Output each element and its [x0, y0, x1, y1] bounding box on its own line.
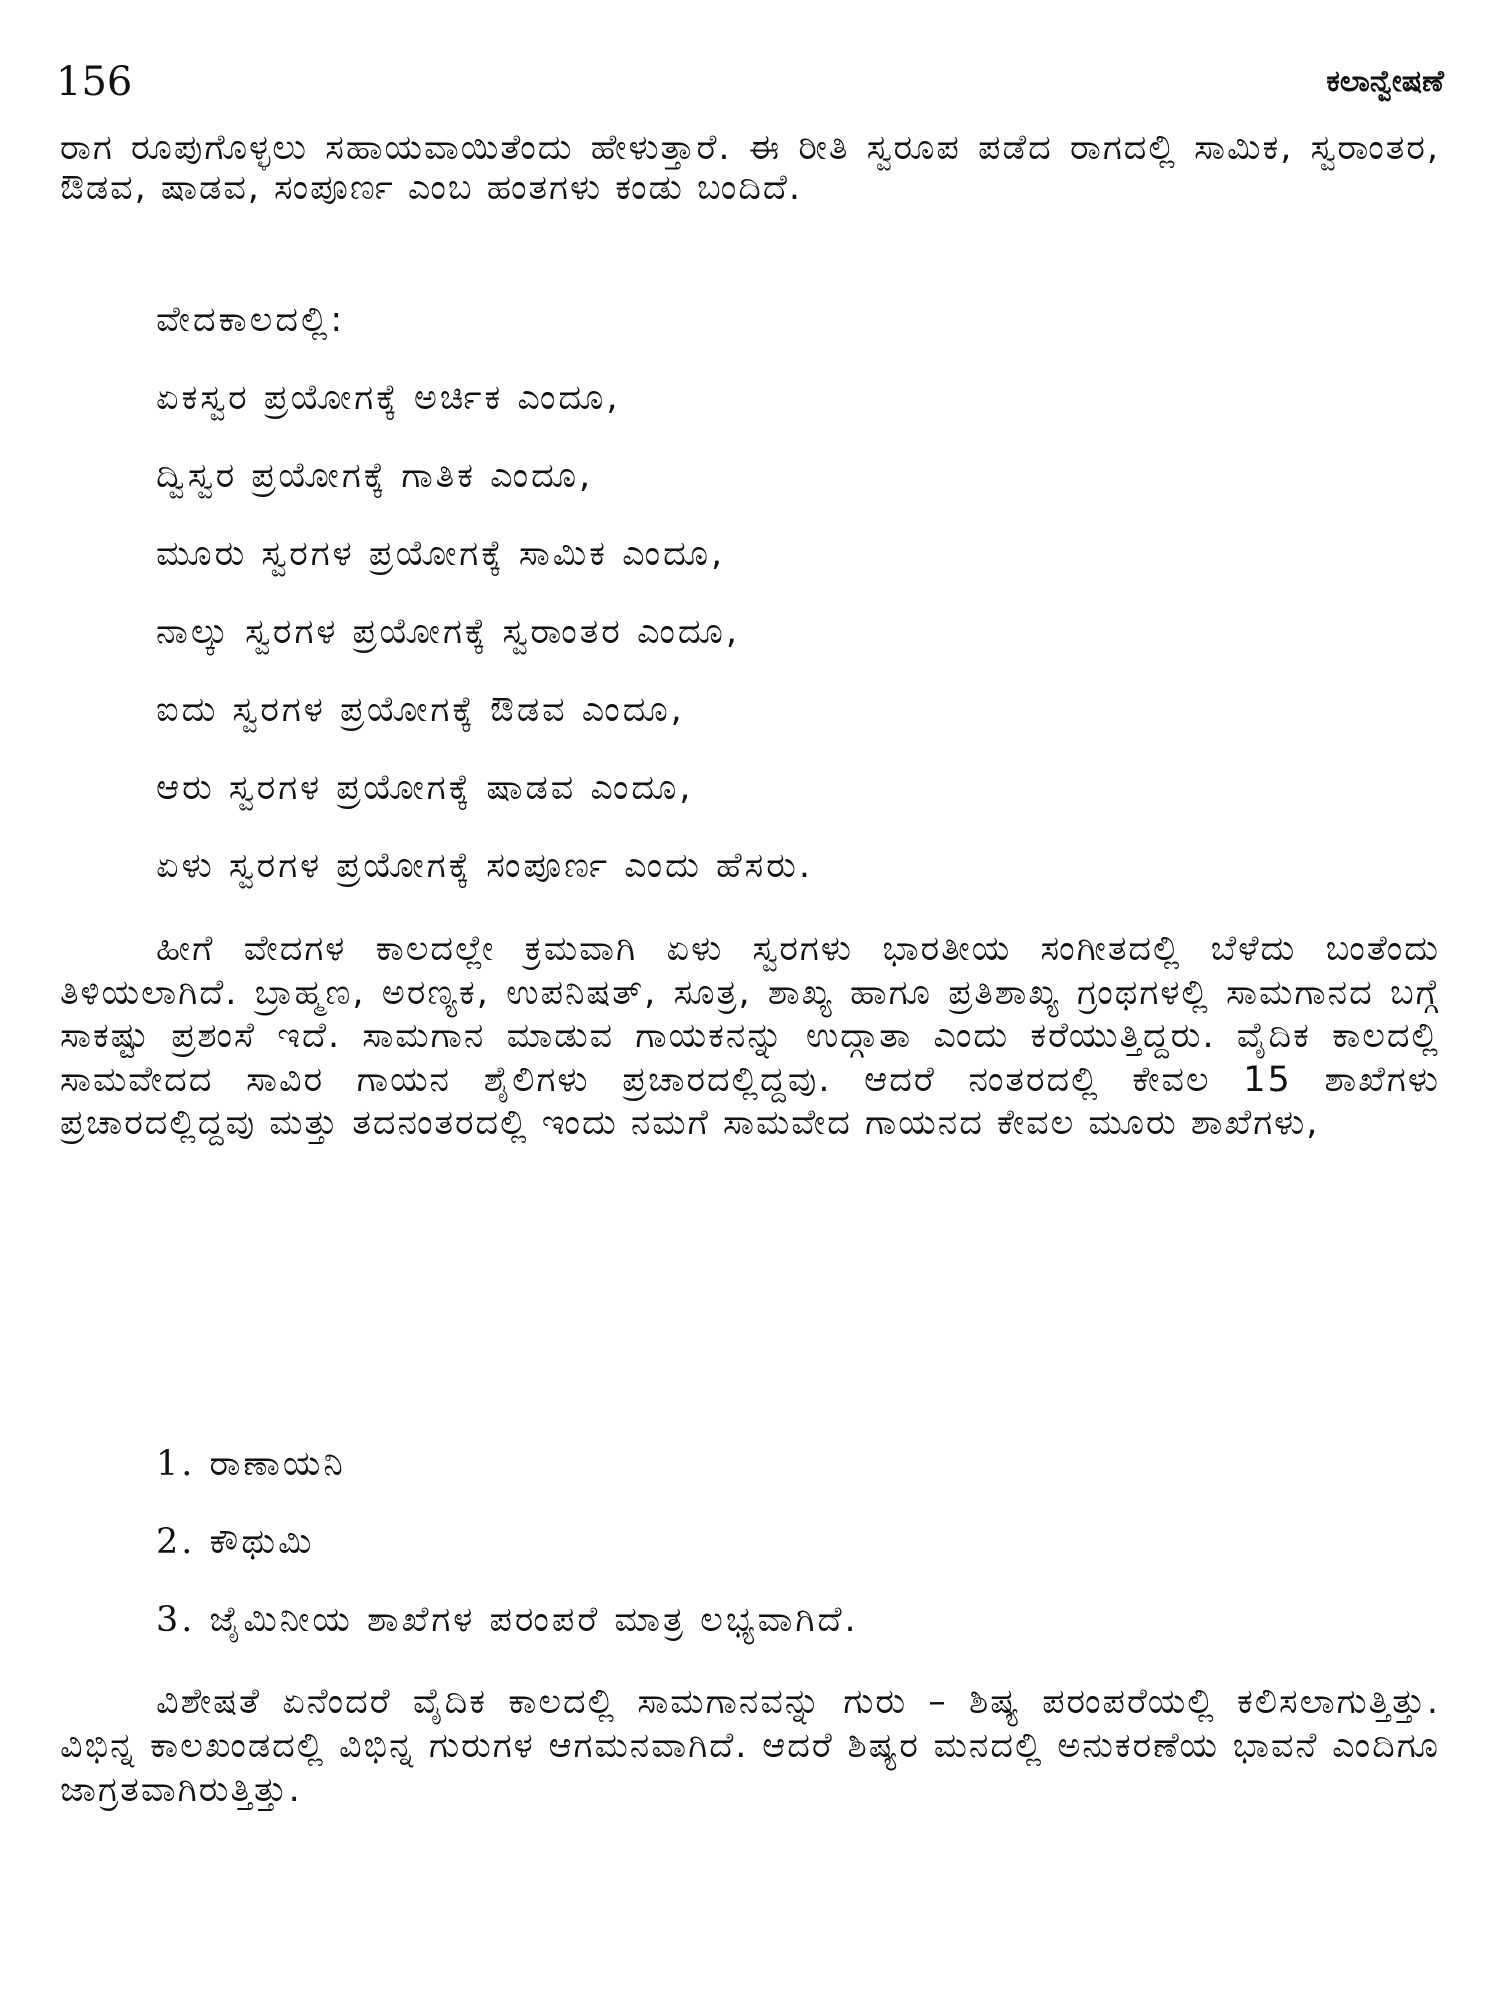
page-number: 156: [56, 59, 133, 105]
vedic-line-3: ಮೂರು ಸ್ವರಗಳ ಪ್ರಯೋಗಕ್ಕೆ ಸಾಮಿಕ ಎಂದೂ,: [156, 534, 726, 574]
running-title: ಕಲಾನ್ವೇಷಣೆ: [1326, 64, 1444, 99]
branch-text: ಕೌಥುಮಿ: [209, 1522, 315, 1562]
branch-text: ಜೈಮಿನೀಯ ಶಾಖೆಗಳ ಪರಂಪರೆ ಮಾತ್ರ ಲಭ್ಯವಾಗಿದೆ.: [209, 1600, 859, 1640]
paragraph-1: ರಾಗ ರೂಪುಗೊಳ್ಳಲು ಸಹಾಯವಾಯಿತೆಂದು ಹೇಳುತ್ತಾರೆ. ಈ ರೀತಿ ಸ್ವರೂಪ ಪಡೆದ ರಾಗದಲ್ಲಿ ಸಾಮಿಕ, ಸ್ವರಾಂತರ, ಔಡವ, ಷಾಡವ, ಸಂಪೂರ್ಣ ಎಂಬ ಹಂತಗಳು ಕಂಡು ಬಂದಿದೆ.: [60, 128, 1440, 208]
branch-item-1: [156, 1444, 1436, 1484]
page-header: [56, 52, 1444, 112]
vedic-line-6: ಆರು ಸ್ವರಗಳ ಪ್ರಯೋಗಕ್ಕೆ ಷಾಡವ ಎಂದೂ,: [156, 768, 694, 808]
vedic-heading: ವೇದಕಾಲದಲ್ಲಿ:: [156, 300, 346, 340]
vedic-line-2: ದ್ವಿಸ್ವರ ಪ್ರಯೋಗಕ್ಕೆ ಗಾತಿಕ ಎಂದೂ,: [156, 456, 594, 496]
paragraph-3: ವಿಶೇಷತೆ ಏನೆಂದರೆ ವೈದಿಕ ಕಾಲದಲ್ಲಿ ಸಾಮಗಾನವನ್ನು ಗುರು – ಶಿಷ್ಯ ಪರಂಪರೆಯಲ್ಲಿ ಕಲಿಸಲಾಗುತ್ತಿತ್ತು. ವಿಭಿನ್ನ ಕಾಲಖಂಡದಲ್ಲಿ ವಿಭಿನ್ನ ಗುರುಗಳ ಆಗಮನವಾಗಿದೆ. ಆದರೆ ಶಿಷ್ಯರ ಮನದಲ್ಲಿ ಅನುಕರಣೆಯ ಭಾವನೆ ಎಂದಿಗೂ ಜಾಗ್ರತವಾಗಿರುತ್ತಿತ್ತು.: [60, 1682, 1440, 1810]
vedic-line-4: ನಾಲ್ಕು ಸ್ವರಗಳ ಪ್ರಯೋಗಕ್ಕೆ ಸ್ವರಾಂತರ ಎಂದೂ,: [156, 612, 740, 652]
vedic-line-7: ಏಳು ಸ್ವರಗಳ ಪ್ರಯೋಗಕ್ಕೆ ಸಂಪೂರ್ಣ ಎಂದು ಹೆಸರು.: [156, 846, 813, 886]
branch-item-2: [156, 1522, 1436, 1562]
vedic-line-1: ಏಕಸ್ವರ ಪ್ರಯೋಗಕ್ಕೆ ಅರ್ಚಿಕ ಎಂದೂ,: [156, 378, 621, 418]
branch-number: 2.: [156, 1522, 196, 1562]
branch-number: 3.: [156, 1600, 196, 1640]
vedic-line-5: ಐದು ಸ್ವರಗಳ ಪ್ರಯೋಗಕ್ಕೆ ಔಡವ ಎಂದೂ,: [156, 690, 685, 730]
branch-text: ರಾಣಾಯನಿ: [209, 1444, 346, 1484]
branch-item-3: [156, 1600, 1436, 1640]
paragraph-2: ಹೀಗೆ ವೇದಗಳ ಕಾಲದಲ್ಲೇ ಕ್ರಮವಾಗಿ ಏಳು ಸ್ವರಗಳು ಭಾರತೀಯ ಸಂಗೀತದಲ್ಲಿ ಬೆಳೆದು ಬಂತೆಂದು ತಿಳಿಯಲಾಗಿದೆ. ಬ್ರಾಹ್ಮಣ, ಅರಣ್ಯಕ, ಉಪನಿಷತ್, ಸೂತ್ರ, ಶಾಖ್ಯ ಹಾಗೂ ಪ್ರತಿಶಾಖ್ಯ ಗ್ರಂಥಗಳಲ್ಲಿ ಸಾಮಗಾನದ ಬಗ್ಗೆ ಸಾಕಷ್ಟು ಪ್ರಶಂಸೆ ಇದೆ. ಸಾಮಗಾನ ಮಾಡುವ ಗಾಯಕನನ್ನು ಉದ್ಗಾತಾ ಎಂದು ಕರೆಯುತ್ತಿದ್ದರು. ವೈದಿಕ ಕಾಲದಲ್ಲಿ ಸಾಮವೇದದ ಸಾವಿರ ಗಾಯನ ಶೈಲಿಗಳು ಪ್ರಚಾರದಲ್ಲಿದ್ದವು. ಆದರೆ ನಂತರದಲ್ಲಿ ಕೇವಲ 15 ಶಾಖೆಗಳು ಪ್ರಚಾರದಲ್ಲಿದ್ದವು ಮತ್ತು ತದನಂತರದಲ್ಲಿ ಇಂದು ನಮಗೆ ಸಾಮವೇದ ಗಾಯನದ ಕೇವಲ ಮೂರು ಶಾಖೆಗಳು,: [60, 929, 1440, 1143]
branch-number: 1.: [156, 1444, 196, 1484]
